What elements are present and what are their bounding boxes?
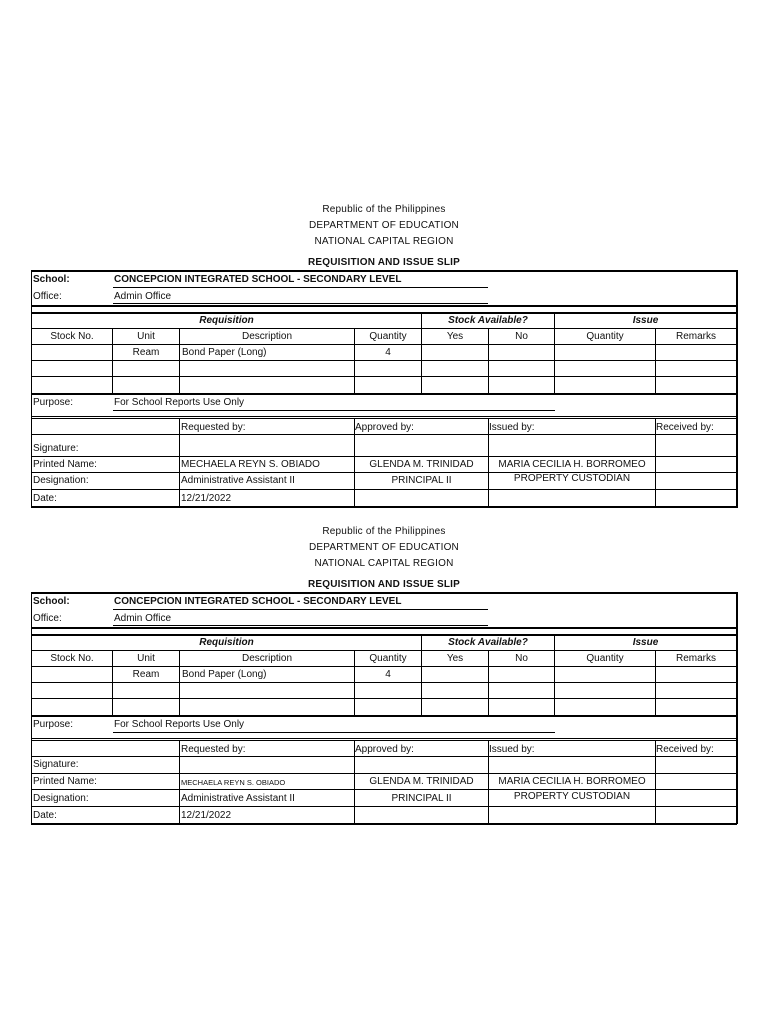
item-unit: Ream: [132, 669, 160, 680]
purpose-value: For School Reports Use Only: [114, 397, 245, 408]
col-no: No: [515, 331, 528, 342]
designation-label: Designation:: [33, 475, 89, 486]
office-label: Office:: [33, 613, 62, 624]
requisition-slip-2: [0, 322, 768, 821]
issued-by-header: Issued by:: [489, 744, 535, 755]
issue-group-header: Issue: [632, 637, 659, 648]
issue-group-header: Issue: [632, 315, 659, 326]
purpose-value: For School Reports Use Only: [114, 719, 245, 730]
col-issue-quantity: Quantity: [586, 653, 624, 664]
office-label: Office:: [33, 291, 62, 302]
approved-designation: PRINCIPAL II: [391, 793, 452, 804]
col-no: No: [515, 653, 528, 664]
requested-date: 12/21/2022: [181, 493, 232, 504]
item-description: Bond Paper (Long): [182, 347, 267, 358]
received-by-header: Received by:: [656, 422, 714, 433]
col-yes: Yes: [446, 331, 464, 342]
issued-by-header: Issued by:: [489, 422, 535, 433]
purpose-label: Purpose:: [33, 719, 74, 730]
col-stock-no: Stock No.: [50, 653, 94, 664]
received-by-header: Received by:: [656, 744, 714, 755]
header-region: NATIONAL CAPITAL REGION: [314, 236, 454, 247]
col-quantity: Quantity: [369, 331, 407, 342]
col-remarks: Remarks: [675, 331, 716, 342]
col-unit: Unit: [137, 653, 155, 664]
header-republic: Republic of the Philippines: [322, 204, 446, 215]
requested-designation: Administrative Assistant II: [181, 475, 295, 486]
requested-name: MECHAELA REYN S. OBIADO: [181, 459, 320, 470]
office-value: Admin Office: [114, 291, 172, 302]
issued-name: MARIA CECILIA H. BORROMEO: [498, 459, 646, 470]
col-issue-quantity: Quantity: [586, 331, 624, 342]
approved-by-header: Approved by:: [355, 422, 414, 433]
item-description: Bond Paper (Long): [182, 669, 267, 680]
requested-date: 12/21/2022: [181, 810, 232, 821]
issued-designation: PROPERTY CUSTODIAN: [513, 473, 631, 484]
approved-name: GLENDA M. TRINIDAD: [369, 776, 474, 787]
office-value: Admin Office: [114, 613, 172, 624]
purpose-label: Purpose:: [33, 397, 74, 408]
signature-label: Signature:: [33, 759, 79, 770]
col-stock-no: Stock No.: [50, 331, 94, 342]
signature-label: Signature:: [33, 443, 79, 454]
col-description: Description: [241, 653, 293, 664]
stock-available-group-header: Stock Available?: [448, 315, 528, 326]
item-unit: Ream: [132, 347, 160, 358]
approved-name: GLENDA M. TRINIDAD: [369, 459, 474, 470]
col-remarks: Remarks: [675, 653, 716, 664]
school-value: CONCEPCION INTEGRATED SCHOOL - SECONDARY LEVEL: [114, 274, 402, 285]
requisition-group-header: Requisition: [199, 315, 254, 326]
requested-by-header: Requested by:: [181, 422, 246, 433]
slip-title: REQUISITION AND ISSUE SLIP: [307, 257, 461, 268]
approved-designation: PRINCIPAL II: [391, 475, 452, 486]
school-label: School:: [33, 274, 70, 285]
col-quantity: Quantity: [369, 653, 407, 664]
requisition-slip-1: [0, 0, 768, 504]
printed-name-label: Printed Name:: [33, 776, 97, 787]
header-department: DEPARTMENT OF EDUCATION: [309, 542, 459, 553]
date-label: Date:: [33, 493, 57, 504]
col-unit: Unit: [137, 331, 155, 342]
requested-by-header: Requested by:: [181, 744, 246, 755]
stock-available-group-header: Stock Available?: [448, 637, 528, 648]
approved-by-header: Approved by:: [355, 744, 414, 755]
col-description: Description: [241, 331, 293, 342]
printed-name-label: Printed Name:: [33, 459, 97, 470]
school-value: CONCEPCION INTEGRATED SCHOOL - SECONDARY LEVEL: [114, 596, 402, 607]
item-quantity: 4: [385, 669, 391, 680]
requested-name: MECHAELA REYN S. OBIADO: [181, 778, 286, 787]
item-quantity: 4: [385, 347, 391, 358]
date-label: Date:: [33, 810, 57, 821]
header-region: NATIONAL CAPITAL REGION: [314, 558, 454, 569]
requisition-group-header: Requisition: [199, 637, 254, 648]
issued-name: MARIA CECILIA H. BORROMEO: [498, 776, 646, 787]
header-republic: Republic of the Philippines: [322, 526, 446, 537]
designation-label: Designation:: [33, 793, 89, 804]
col-yes: Yes: [446, 653, 464, 664]
school-label: School:: [33, 596, 70, 607]
header-department: DEPARTMENT OF EDUCATION: [309, 220, 459, 231]
issued-designation: PROPERTY CUSTODIAN: [513, 791, 631, 802]
requested-designation: Administrative Assistant II: [181, 793, 295, 804]
slip-title: REQUISITION AND ISSUE SLIP: [307, 579, 461, 590]
